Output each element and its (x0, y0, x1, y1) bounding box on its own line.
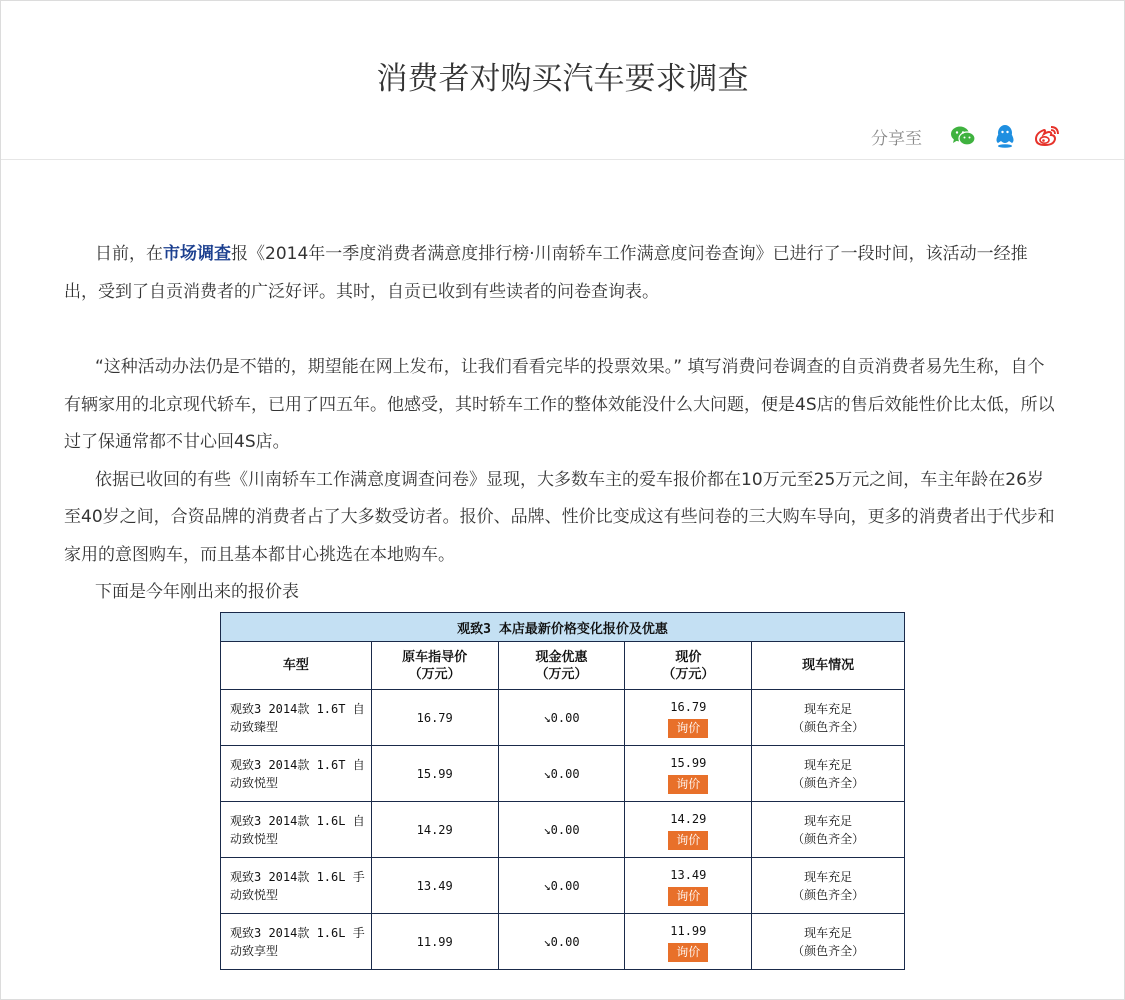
wechat-icon[interactable] (948, 121, 978, 151)
column-header-discount (498, 642, 625, 690)
stock-status: 现车充足 (804, 757, 853, 772)
stock-note: （颜色齐全） (792, 943, 865, 958)
stock-status: 现车充足 (804, 701, 853, 716)
discount-cell: ↘0.00 (498, 690, 625, 746)
paragraph-1-text-b: 报《2014年一季度消费者满意度排行榜·川南轿车工作满意度问卷查询》已进行了一段时间，该活动一经推出，受到了自贡消费者的广泛好评。其时，自贡已收到有些读者的问卷查询表。 (64, 244, 1028, 302)
price-cell (625, 690, 752, 746)
msrp-cell: 14.29 (371, 802, 498, 858)
discount-cell: ↘0.00 (498, 746, 625, 802)
column-header-line2: （万元） (535, 666, 588, 682)
column-header-price (625, 642, 752, 690)
column-header-stock (752, 642, 905, 690)
table-row (221, 858, 905, 914)
qq-icon[interactable] (990, 121, 1020, 151)
price-value: 15.99 (670, 755, 707, 770)
inquiry-button[interactable]: 询价 (668, 943, 708, 962)
column-header-line1: 现价 (675, 649, 702, 665)
stock-status: 现车充足 (804, 813, 853, 828)
table-row (221, 802, 905, 858)
column-header-model (221, 642, 372, 690)
price-cell (625, 802, 752, 858)
paragraph-spacer (64, 311, 1056, 349)
table-caption-row (221, 613, 905, 642)
inquiry-button[interactable]: 询价 (668, 831, 708, 850)
stock-cell (752, 802, 905, 858)
inquiry-button[interactable]: 询价 (668, 775, 708, 794)
article-paragraph-3: 依据已收回的有些《川南轿车工作满意度调查问卷》显现，大多数车主的爱车报价都在10万元至25万元之间，车主年龄在26岁至40岁之间，合资品牌的消费者占了大多数受访者。报价、品牌、性价比变成这有些问卷的三大购车导向，更多的消费者出于代步和家用的意图购车，而且基本都甘心挑选在本地购车。 (64, 469, 1055, 565)
column-header-line1: 原车指导价 (402, 649, 468, 665)
discount-cell: ↘0.00 (498, 914, 625, 970)
stock-status: 现车充足 (804, 869, 853, 884)
model-cell: 观致3 2014款 1.6L 手动致悦型 (221, 858, 372, 914)
price-cell (625, 746, 752, 802)
article-header (1, 1, 1124, 160)
stock-note: （颜色齐全） (792, 775, 865, 790)
market-survey-link[interactable]: 市场调查 (163, 244, 231, 264)
share-label: 分享至 (871, 128, 922, 149)
column-header-line2: （万元） (662, 666, 715, 682)
stock-note: （颜色齐全） (792, 887, 865, 902)
article-paragraph-2: “这种活动办法仍是不错的，期望能在网上发布，让我们看看完毕的投票效果。” 填写消费问卷调查的自贡消费者易先生称，自个有辆家用的北京现代轿车，已用了四五年。他感受，其时轿车工作的整体效能没什么大问题，便是4S店的售后效能性价比太低，所以过了保通常都不甘心回4S店。 (64, 357, 1055, 452)
msrp-cell: 13.49 (371, 858, 498, 914)
msrp-cell: 11.99 (371, 914, 498, 970)
article-paragraph-1 (64, 236, 1056, 311)
price-value: 14.29 (670, 811, 707, 826)
discount-cell: ↘0.00 (498, 802, 625, 858)
msrp-cell: 16.79 (371, 690, 498, 746)
article-paragraph-4: 下面是今年刚出来的报价表 (95, 582, 299, 602)
stock-cell (752, 746, 905, 802)
model-cell: 观致3 2014款 1.6L 手动致享型 (221, 914, 372, 970)
price-value: 16.79 (670, 699, 707, 714)
table-header-row (221, 642, 905, 690)
table-row (221, 690, 905, 746)
weibo-icon[interactable] (1032, 121, 1062, 151)
share-bar (871, 121, 1062, 151)
inquiry-button[interactable]: 询价 (668, 719, 708, 738)
column-header-line1: 现车情况 (802, 658, 855, 673)
article-body (64, 236, 1056, 612)
column-header-line1: 现金优惠 (535, 649, 588, 665)
column-header-line2: （万元） (408, 666, 461, 682)
model-cell: 观致3 2014款 1.6T 自动致臻型 (221, 690, 372, 746)
stock-cell (752, 858, 905, 914)
stock-cell (752, 914, 905, 970)
table-caption: 观致3 本店最新价格变化报价及优惠 (221, 613, 905, 642)
stock-status: 现车充足 (804, 925, 853, 940)
discount-cell: ↘0.00 (498, 858, 625, 914)
model-cell: 观致3 2014款 1.6L 自动致悦型 (221, 802, 372, 858)
inquiry-button[interactable]: 询价 (668, 887, 708, 906)
msrp-cell: 15.99 (371, 746, 498, 802)
model-cell: 观致3 2014款 1.6T 自动致悦型 (221, 746, 372, 802)
stock-note: （颜色齐全） (792, 719, 865, 734)
price-cell (625, 914, 752, 970)
price-table (220, 612, 905, 970)
paragraph-1-text-a: 日前，在 (95, 244, 163, 264)
page-title: 消费者对购买汽车要求调查 (376, 61, 749, 97)
table-row (221, 746, 905, 802)
price-value: 11.99 (670, 923, 707, 938)
price-value: 13.49 (670, 867, 707, 882)
price-cell (625, 858, 752, 914)
stock-cell (752, 690, 905, 746)
table-row (221, 914, 905, 970)
stock-note: （颜色齐全） (792, 831, 865, 846)
column-header-msrp (371, 642, 498, 690)
column-header-line1: 车型 (282, 658, 309, 673)
